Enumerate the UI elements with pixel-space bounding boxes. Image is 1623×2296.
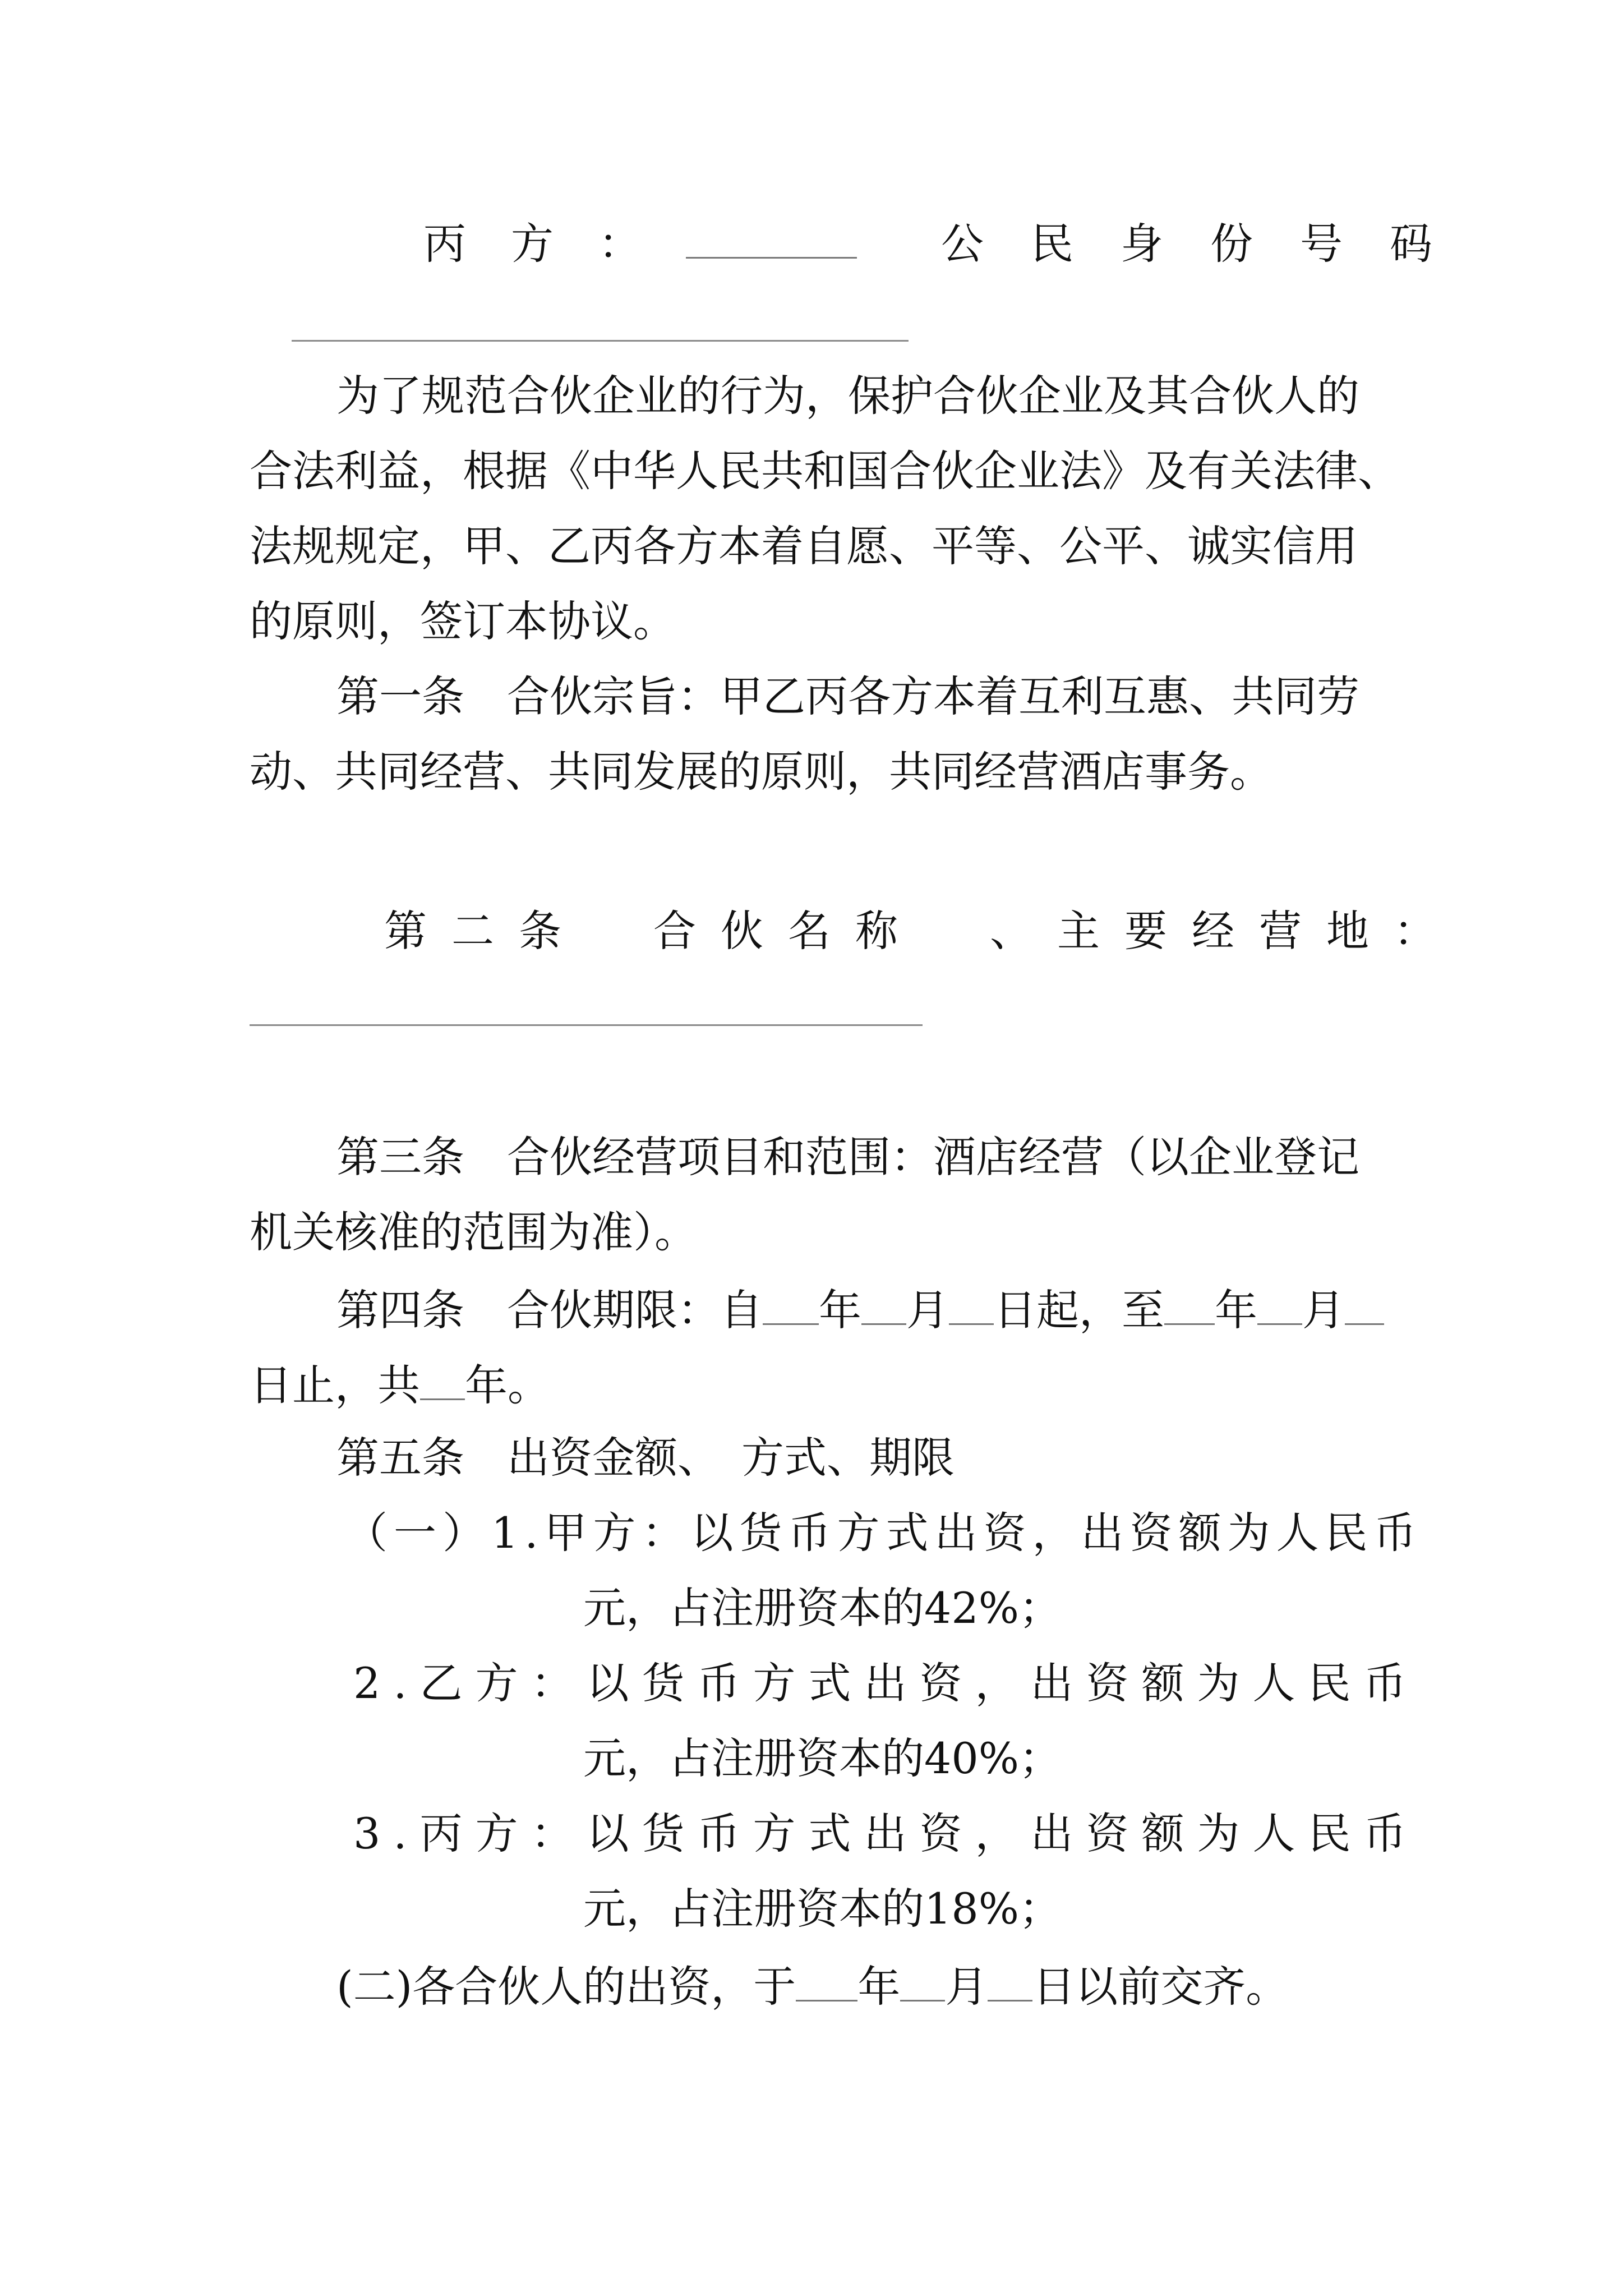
end-month-blank xyxy=(1257,1286,1302,1325)
article4-part: 年 xyxy=(1215,1285,1257,1335)
article2-address-blank xyxy=(250,1024,923,1026)
party-c-id-label: 公民身份号码 xyxy=(941,219,1479,269)
article3-line-2: 机关核准的范围为准）。 xyxy=(250,1207,697,1257)
article4-part: 年 xyxy=(819,1285,861,1335)
article4-part: 月 xyxy=(906,1285,949,1335)
end-day-blank xyxy=(1345,1286,1384,1325)
article5-item1-line-1: （一）1.甲方：以货币方式出资，出资额为人民币 xyxy=(345,1508,1423,1558)
article4-line-2 xyxy=(250,1360,550,1410)
intro-line-1: 为了规范合伙企业的行为，保护合伙企业及其合伙人的 xyxy=(336,371,1359,421)
article4-part: 日起，至 xyxy=(994,1285,1164,1335)
party-c-label: 丙方： xyxy=(423,219,686,269)
article5-item4-part: 月 xyxy=(945,1962,988,2012)
start-month-blank xyxy=(861,1286,906,1325)
term-years-blank xyxy=(420,1361,465,1400)
article5-item1-line-2: 元，占注册资本的42%； xyxy=(583,1583,1062,1633)
article5-item3-line-1: 3.丙方：以货币方式出资，出资额为人民币 xyxy=(353,1809,1419,1858)
contribution-month-blank xyxy=(900,1963,945,2001)
intro-line-4: 的原则，签订本协议。 xyxy=(250,596,676,646)
article1-line-2: 动、共同经营、共同发展的原则，共同经营酒店事务。 xyxy=(250,747,1272,797)
article4-part: 年。 xyxy=(465,1360,550,1410)
intro-line-2: 合法利益，根据《中华人民共和国合伙企业法》及有关法律、 xyxy=(250,446,1400,496)
article5-title: 第五条 出资金额、 方式、期限 xyxy=(336,1433,955,1483)
end-year-blank xyxy=(1164,1286,1215,1325)
article5-item4-part: 日以前交齐。 xyxy=(1032,1962,1289,2012)
party-c-id-blank xyxy=(292,340,909,342)
article4-line-1 xyxy=(336,1285,1384,1335)
start-day-blank xyxy=(949,1286,994,1325)
party-c-name-blank xyxy=(686,220,857,259)
party-c-line xyxy=(423,219,1479,269)
article3-line-1: 第三条 合伙经营项目和范围：酒店经营（以企业登记 xyxy=(336,1132,1359,1182)
contribution-day-blank xyxy=(988,1963,1032,2001)
intro-line-3: 法规规定，甲、乙丙各方本着自愿、平等、公平、诚实信用 xyxy=(250,521,1358,571)
article5-item4-part: 年 xyxy=(857,1962,901,2012)
article5-item4-part: (二)各合伙人的出资，于 xyxy=(336,1962,796,2012)
article2-line: 第二条 合伙名称 、主要经营地： xyxy=(384,906,1461,956)
article4-part: 日止，共 xyxy=(250,1360,420,1410)
article5-item2-line-1: 2.乙方：以货币方式出资，出资额为人民币 xyxy=(353,1658,1419,1708)
article4-part: 月 xyxy=(1302,1285,1345,1335)
article5-item2-line-2: 元，占注册资本的40%； xyxy=(583,1733,1062,1783)
article5-item4-line xyxy=(336,1962,1289,2012)
start-year-blank xyxy=(763,1286,819,1325)
article4-part: 第四条 合伙期限：自 xyxy=(336,1285,763,1335)
article5-item3-line-2: 元，占注册资本的18%； xyxy=(583,1884,1062,1934)
contribution-year-blank xyxy=(796,1963,857,2001)
article1-line-1: 第一条 合伙宗旨：甲乙丙各方本着互利互惠、共同劳 xyxy=(336,671,1359,721)
